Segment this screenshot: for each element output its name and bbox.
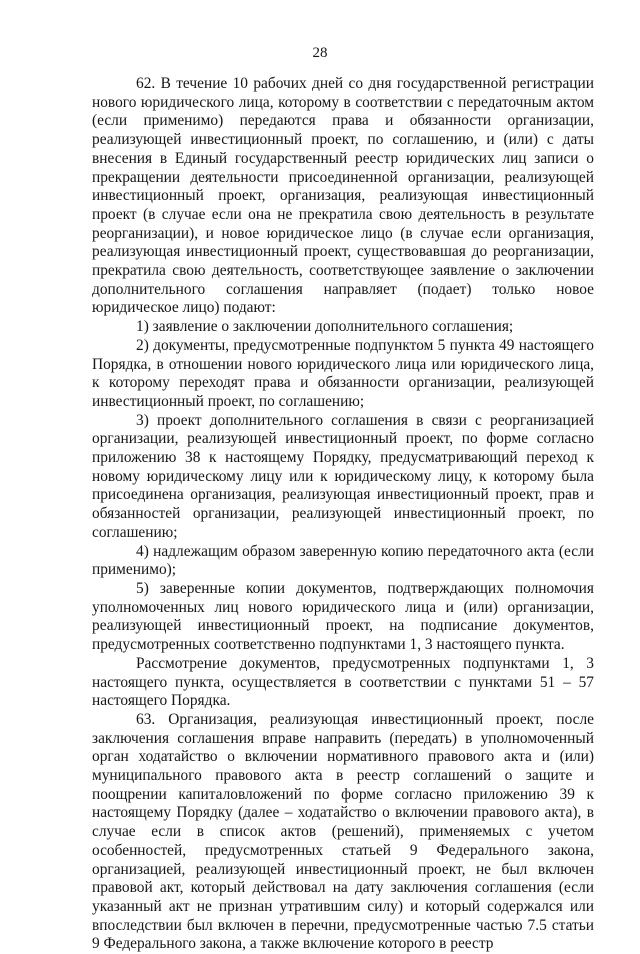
list-item-5: 5) заверенные копии документов, подтверждающих полномочия уполномоченных лиц нового юридического лица и (или) организации, реализующей инвестиционный проект, на подписание документов, предусмотренных соответственно подпунктами 1, 3 настоящего пункта. — [92, 579, 594, 654]
list-item-1: 1) заявление о заключении дополнительного соглашения; — [136, 318, 514, 336]
list-item-2: 2) документы, предусмотренные подпунктом 5 пункта 49 настоящего Порядка, в отношении нового юридического лица или юридического лица, к которому переходят права и обязанности организации, реализующей инвестиционный проект, по соглашению; — [92, 336, 594, 410]
list-item-4: 4) надлежащим образом заверенную копию передаточного акта (если применимо); — [92, 542, 594, 579]
list-item-3: 3) проект дополнительного соглашения в связи с реорганизацией организации, реализующей инвестиционный проект, по форме согласно приложению 38 к настоящему Порядку, предусматривающий переход к новому юридическому лицу или к юридическому лицу, к которому была присоединена организация, реализующая инвестиционный проект, прав и обязанностей организации, реализующей инвестиционный проект, по соглашению; — [92, 411, 594, 541]
paragraph-63: 63. Организация, реализующая инвестиционный проект, после заключения соглашения вправе направить (передать) в уполномоченный орган ходатайство о включении нормативного правового акта и (или) муниципального правового акта в реестр соглашений о защите и поощрении капиталовложений по форме согласно приложению 39 к настоящему Порядку (далее – ходатайство о включении правового акта), в случае если в список актов (решений), применяемых с учетом особенностей, предусмотренных статьей 9 Федерального закона, организацией, реализующей инвестиционный проект, не был включен правовой акт, который действовал на дату заключения соглашения (если указанный акт не признан утратившим силу) и который содержался или впоследствии был включен в перечни, предусмотренные частью 7.5 статьи 9 Федерального закона, а также включение которого в реестр — [92, 710, 594, 953]
paragraph-review: Рассмотрение документов, предусмотренных подпунктами 1, 3 настоящего пункта, осуществляется в соответствии с пунктами 51 – 57 настоящего Порядка. — [92, 654, 594, 710]
page-number: 28 — [312, 45, 328, 61]
paragraph-62: 62. В течение 10 рабочих дней со дня государственной регистрации нового юридического лица, которому в соответствии с передаточным актом (если применимо) передаются права и обязанности организации, реализующей инвестиционный проект, по соглашению, и (или) с даты внесения в Единый государственный реестр юридических лиц записи о прекращении деятельности присоединенной организации, реализующей инвестиционный проект, организация, реализующая инвестиционный проект (в случае если она не прекратила свою деятельность в результате реорганизации), и новое юридическое лицо (в случае если организация, реализующая инвестиционный проект, существовавшая до реорганизации, прекратила свою деятельность, соответствующее заявление о заключении дополнительного соглашения направляет (подает) только новое юридическое лицо) подают: — [92, 75, 594, 317]
document-body — [92, 75, 594, 954]
